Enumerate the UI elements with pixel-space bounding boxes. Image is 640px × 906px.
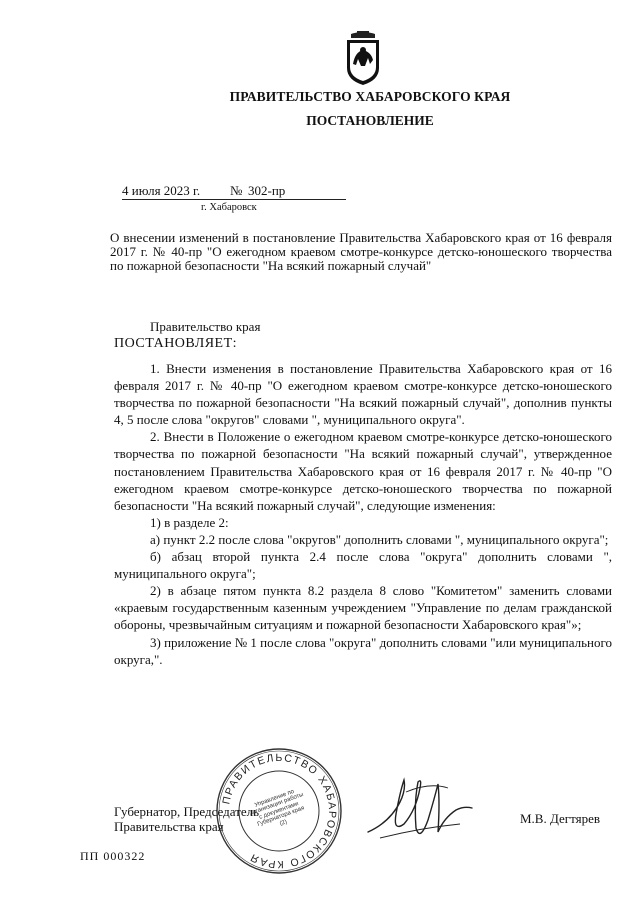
paragraph-4: а) пункт 2.2 после слова "округов" дополнить словами ", муниципального округа"; xyxy=(150,531,609,547)
paragraph-7: 3) приложение № 1 после слова "округа" дополнить словами "или муниципального округа,". xyxy=(114,634,612,667)
coat-of-arms-emblem xyxy=(343,30,383,86)
signatory-title xyxy=(114,804,259,834)
government-title: ПРАВИТЕЛЬСТВО ХАБАРОВСКОГО КРАЯ xyxy=(229,89,511,104)
number-label: № xyxy=(230,183,243,198)
signatory-name: М.В. Дегтярев xyxy=(520,811,601,826)
handwritten-signature xyxy=(360,762,480,857)
signatory-title-line-2: Правительства края xyxy=(114,819,224,834)
date-underline xyxy=(122,199,346,200)
resolves-heading: ПОСТАНОВЛЯЕТ: xyxy=(114,336,238,351)
document-date: 4 июля 2023 г. xyxy=(122,183,201,198)
paragraph-3: 1) в разделе 2: xyxy=(150,514,229,530)
document-body xyxy=(114,360,612,668)
document-subject: О внесении изменений в постановление Правительства Хабаровского края от 16 февраля 2017 г. № 40-пр "О ежегодном краевом смотре-конкурсе детско-юношеского творчества по пожарной безопасности "На всякий пожарный случай" xyxy=(110,230,612,273)
paragraph-2: 2. Внести в Положение о ежегодном краевом смотре-конкурсе детско-юношеского творчества по пожарной безопасности "На всякий пожарный случай", утвержденное постановлением Правительства Хабаровского края от 16 февраля 2017 г. № 40-пр "О ежегодном краевом смотре-конкурсе детско-юношеского творчества по пожарной безопасности "На всякий пожарный случай", следующие изменения: xyxy=(114,429,612,513)
stamp-ring-text: ПРАВИТЕЛЬСТВО ХАБАРОВСКОГО КРАЯ xyxy=(220,751,339,871)
stamp-center-text: Управление по организации работы с документами Губернатора края (2) xyxy=(248,788,306,829)
document-city: г. Хабаровск xyxy=(201,202,257,213)
signatory-title-line-1: Губернатор, Председатель xyxy=(114,804,260,819)
footer-code: ПП 000322 xyxy=(80,849,146,863)
document-type: ПОСТАНОВЛЕНИЕ xyxy=(306,113,434,128)
paragraph-1: 1. Внести изменения в постановление Правительства Хабаровского края от 16 февраля 2017 г. № 40-пр "О ежегодном краевом смотре-конкурсе детско-юношеского творчества по пожарной безопасности "На всякий пожарный случай", дополнив пункты 4, 5 после слова "округов" словами ", муниципального округа". xyxy=(114,361,612,428)
preamble-line: Правительство края xyxy=(150,319,261,334)
paragraph-6: 2) в абзаце пятом пункта 8.2 раздела 8 слово "Комитетом" заменить словами «краевым государственным казенным учреждением "Управление по делам гражданской обороны, чрезвычайным ситуациям и пожарной безопасности Хабаровского края"»; xyxy=(114,583,612,633)
paragraph-5: б) абзац второй пункта 2.4 после слова "округа" дополнить словами ", муниципального округа"; xyxy=(114,549,612,582)
document-number: 302-пр xyxy=(248,183,286,198)
